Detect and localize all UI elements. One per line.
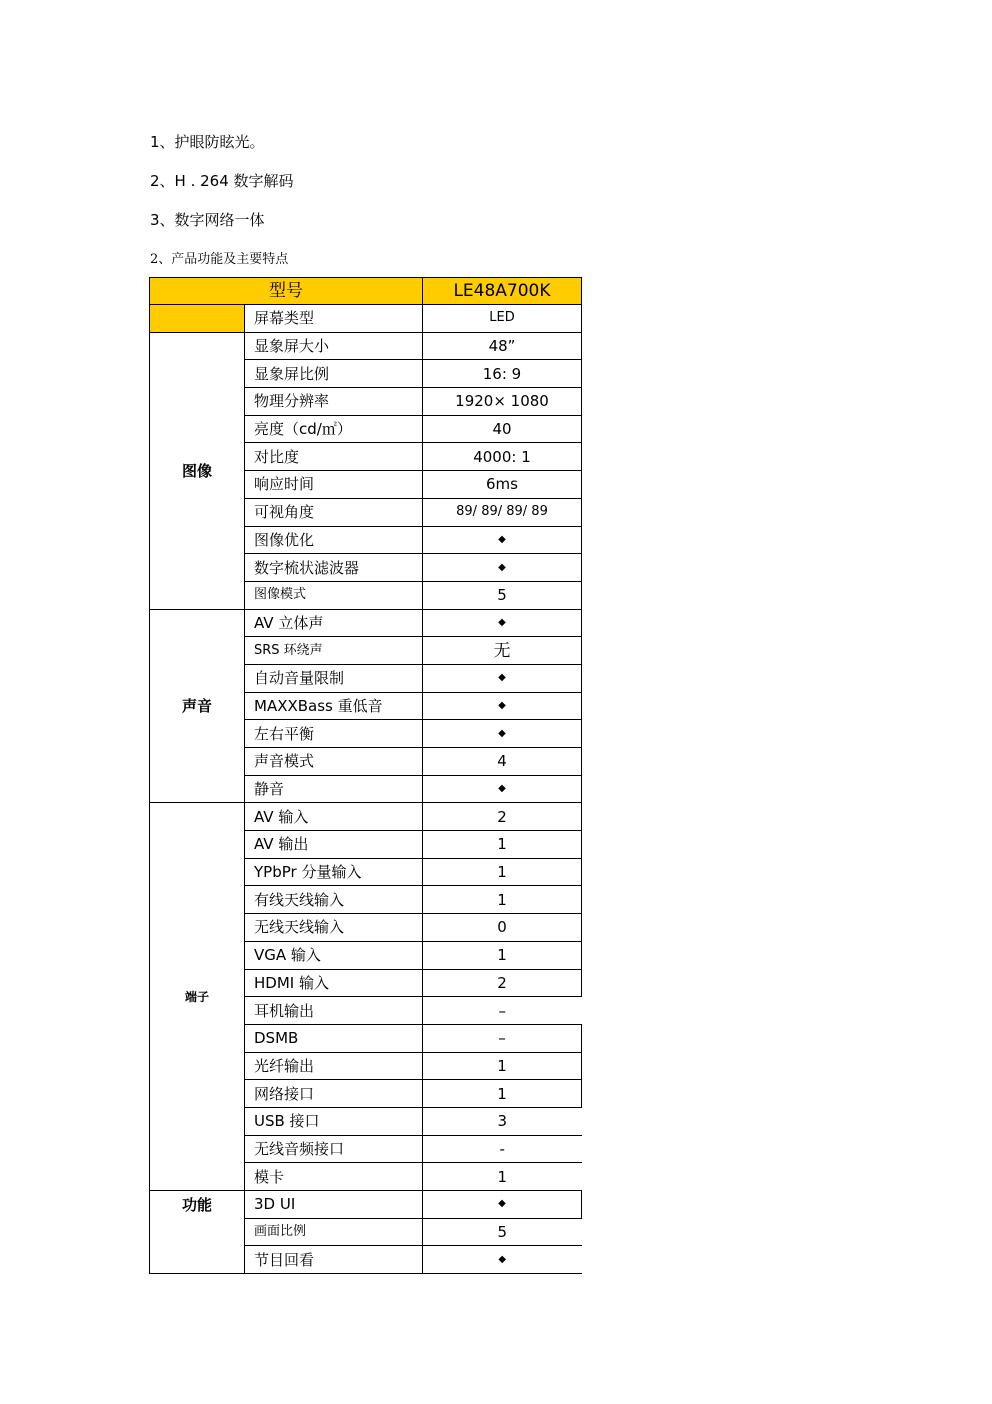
feature-label: 物理分辨率 (245, 388, 423, 416)
feature-value: 4 (423, 748, 582, 776)
feature-value: ◆ (423, 664, 582, 692)
feature-value: 5 (423, 581, 582, 609)
header-model: LE48A700K (423, 278, 582, 305)
category-image: 图像 (150, 332, 245, 609)
feature-value: - (423, 1135, 582, 1163)
feature-label: DSMB (245, 1024, 423, 1052)
feature-label: AV 输入 (245, 803, 423, 831)
feature-label: 无线天线输入 (245, 914, 423, 942)
feature-value: 1 (423, 1080, 582, 1108)
table-row (150, 305, 582, 333)
table-row (150, 1191, 582, 1219)
header-label: 型号 (150, 278, 423, 305)
feature-label: 自动音量限制 (245, 664, 423, 692)
feature-value: 1 (423, 831, 582, 859)
feature-value: ◆ (423, 554, 582, 582)
feature-value: – (423, 1024, 582, 1052)
feature-value: ◆ (423, 526, 582, 554)
feature-label: 可视角度 (245, 498, 423, 526)
feature-label: 3D UI (245, 1191, 423, 1219)
feature-value: LED (423, 305, 582, 333)
feature-label: 耳机输出 (245, 997, 423, 1025)
feature-label: SRS 环绕声 (245, 637, 423, 665)
feature-label: 画面比例 (245, 1218, 423, 1246)
feature-label: 光纤输出 (245, 1052, 423, 1080)
feature-label: 图像模式 (245, 581, 423, 609)
feature-label: 对比度 (245, 443, 423, 471)
feature-value: 16: 9 (423, 360, 582, 388)
feature-value: 4000: 1 (423, 443, 582, 471)
feature-value: 1 (423, 941, 582, 969)
feature-value: ◆ (423, 720, 582, 748)
feature-label: 显象屏比例 (245, 360, 423, 388)
category-function: 功能 (150, 1191, 245, 1274)
feature-value: ◆ (423, 692, 582, 720)
feature-label: 图像优化 (245, 526, 423, 554)
feature-value: 40 (423, 415, 582, 443)
feature-label: 无线音频接口 (245, 1135, 423, 1163)
feature-value: 1 (423, 886, 582, 914)
feature-value: ◆ (423, 609, 582, 637)
table-header-row (150, 278, 582, 305)
feature-label: 节目回看 (245, 1246, 423, 1274)
feature-label: USB 接口 (245, 1107, 423, 1135)
feature-label: 网络接口 (245, 1080, 423, 1108)
feature-label: 声音模式 (245, 748, 423, 776)
feature-label: AV 立体声 (245, 609, 423, 637)
feature-value: 无 (423, 637, 582, 665)
category-sound: 声音 (150, 609, 245, 803)
intro-line-1: 1、护眼防眩光。 (150, 133, 265, 151)
feature-value: 89/ 89/ 89/ 89 (423, 498, 582, 526)
feature-value: 48” (423, 332, 582, 360)
feature-label: AV 输出 (245, 831, 423, 859)
feature-label: 静音 (245, 775, 423, 803)
feature-value: 0 (423, 914, 582, 942)
feature-value: 1 (423, 858, 582, 886)
feature-label: MAXXBass 重低音 (245, 692, 423, 720)
table-row (150, 609, 582, 637)
feature-label: 模卡 (245, 1163, 423, 1191)
feature-label: 亮度（cd/㎡） (245, 415, 423, 443)
feature-label: YPbPr 分量输入 (245, 858, 423, 886)
feature-value: 2 (423, 803, 582, 831)
feature-value: 1 (423, 1052, 582, 1080)
feature-label: 有线天线输入 (245, 886, 423, 914)
spec-table (149, 277, 582, 1274)
feature-value: 2 (423, 969, 582, 997)
feature-label: HDMI 输入 (245, 969, 423, 997)
feature-value: 5 (423, 1218, 582, 1246)
feature-value: 3 (423, 1107, 582, 1135)
table-row (150, 803, 582, 831)
feature-value: 1 (423, 1163, 582, 1191)
feature-label: VGA 输入 (245, 941, 423, 969)
section-caption: 2、产品功能及主要特点 (150, 252, 289, 267)
feature-label: 左右平衡 (245, 720, 423, 748)
intro-line-3: 3、数字网络一体 (150, 211, 265, 229)
table-row (150, 332, 582, 360)
feature-label: 显象屏大小 (245, 332, 423, 360)
feature-value: 6ms (423, 471, 582, 499)
screen-type-category-cell (150, 305, 245, 333)
category-ports: 端子 (150, 803, 245, 1191)
feature-value: 1920× 1080 (423, 388, 582, 416)
feature-label: 屏幕类型 (245, 305, 423, 333)
feature-label: 数字梳状滤波器 (245, 554, 423, 582)
feature-value: – (423, 997, 582, 1025)
feature-value: ◆ (423, 1246, 582, 1274)
feature-label: 响应时间 (245, 471, 423, 499)
intro-line-2: 2、H . 264 数字解码 (150, 172, 294, 190)
feature-value: ◆ (423, 1191, 582, 1219)
feature-value: ◆ (423, 775, 582, 803)
